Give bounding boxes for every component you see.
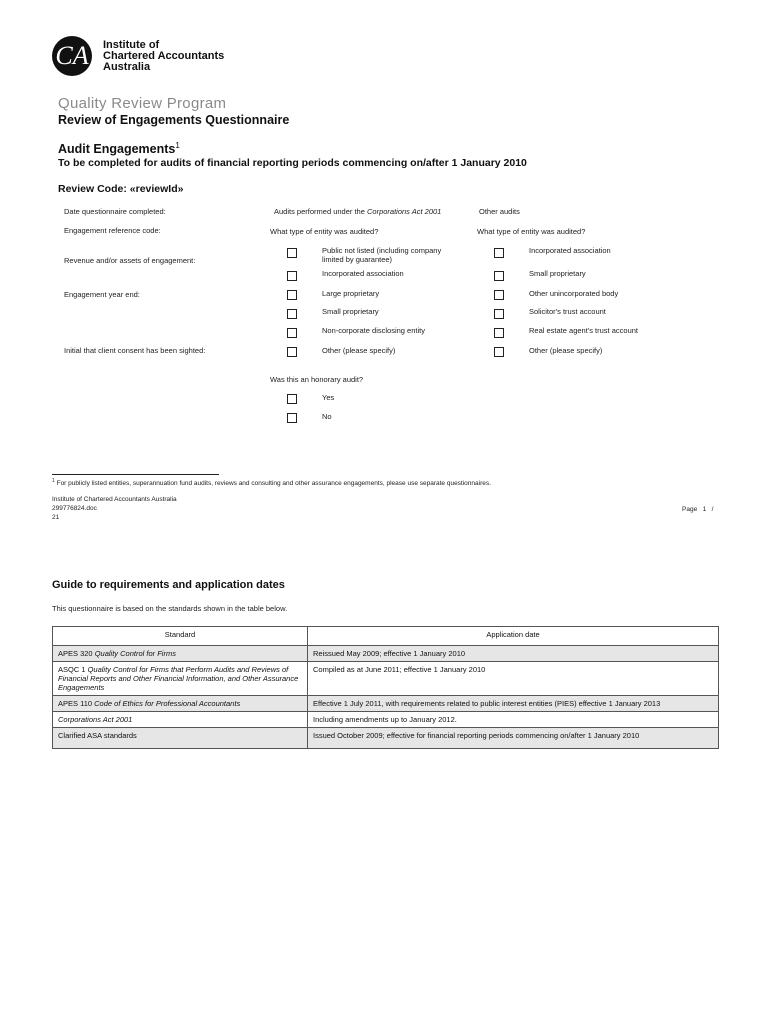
- date-cell: Compiled as at June 2011; effective 1 January 2010: [308, 662, 719, 696]
- other-audits-heading: Other audits: [479, 207, 520, 216]
- corporations-act-heading: [274, 207, 460, 216]
- date-cell: Reissued May 2009; effective 1 January 2010: [308, 646, 719, 662]
- footnote-number: 1: [52, 478, 55, 484]
- option-other-mid: Other (please specify): [322, 346, 396, 355]
- checkbox-large-proprietary[interactable]: [287, 290, 297, 300]
- footnote: [52, 477, 491, 488]
- footer-number: 21: [52, 514, 60, 521]
- table-header-row: [53, 627, 719, 646]
- checkbox-real-estate-trust[interactable]: [494, 328, 504, 338]
- option-honorary-yes: Yes: [322, 393, 335, 402]
- guide-intro: This questionnaire is based on the standards shown in the table below.: [52, 604, 288, 613]
- field-engagement-code: Engagement reference code:: [64, 226, 161, 235]
- field-revenue-assets: Revenue and/or assets of engagement:: [64, 256, 196, 265]
- heading-prefix: Audits performed under the: [274, 207, 367, 216]
- option-incorporated-association-mid: Incorporated association: [322, 269, 404, 278]
- option-small-proprietary-mid: Small proprietary: [322, 307, 379, 316]
- page-separator: /: [711, 506, 714, 513]
- checkbox-other-unincorporated[interactable]: [494, 290, 504, 300]
- date-cell: Including amendments up to January 2012.: [308, 712, 719, 728]
- standard-prefix: Clarified ASA standards: [58, 731, 137, 740]
- mid-question: What type of entity was audited?: [270, 227, 379, 236]
- option-public-not-listed: Public not listed (including company limited by guarantee): [322, 246, 442, 264]
- option-honorary-no: No: [322, 412, 332, 421]
- field-year-end: Engagement year end:: [64, 290, 140, 299]
- option-other-right: Other (please specify): [529, 346, 603, 355]
- right-question: What type of entity was audited?: [477, 227, 586, 236]
- standard-prefix: APES 110: [58, 699, 95, 708]
- checkbox-small-proprietary-right[interactable]: [494, 271, 504, 281]
- table-row: [53, 712, 719, 728]
- date-cell: Issued October 2009; effective for financial reporting periods commencing on/after 1 January 2010: [308, 728, 719, 749]
- section-title-text: Audit Engagements: [58, 142, 176, 157]
- footnote-separator: [52, 474, 219, 475]
- checkbox-small-proprietary-mid[interactable]: [287, 309, 297, 319]
- field-client-consent: Initial that client consent has been sighted:: [64, 346, 206, 355]
- heading-italic: Corporations Act 2001: [366, 207, 442, 216]
- footer-org: Institute of Chartered Accountants Australia: [52, 496, 177, 503]
- standard-cell: [53, 662, 308, 696]
- table-row: [53, 696, 719, 712]
- program-title: Quality Review Program: [58, 95, 227, 112]
- table-row: [53, 646, 719, 662]
- standard-cell: [53, 646, 308, 662]
- header-application-date: Application date: [308, 627, 719, 646]
- date-cell: Effective 1 July 2011, with requirements related to public interest entities (PIES) effective 1 January 2013: [308, 696, 719, 712]
- page-label: Page: [682, 506, 698, 513]
- section-subtitle: To be completed for audits of financial reporting periods commencing on/after 1 January 2010: [58, 157, 527, 169]
- logo-line-2: Chartered Accountants: [103, 50, 225, 62]
- checkbox-other-right[interactable]: [494, 347, 504, 357]
- footnote-text: For publicly listed entities, superannuation fund audits, reviews and consulting and other assurance engagements, please use separate questionnaires.: [56, 480, 491, 488]
- checkbox-non-corporate[interactable]: [287, 328, 297, 338]
- option-non-corporate: Non-corporate disclosing entity: [322, 326, 425, 335]
- checkbox-incorporated-association-right[interactable]: [494, 248, 504, 258]
- standard-italic: Quality Control for Firms that Perform Audits and Reviews of Financial Reports and Other Financial Information, and Other Assurance Engagements: [58, 665, 299, 692]
- option-incorporated-association-right: Incorporated association: [529, 246, 611, 255]
- standard-italic: Code of Ethics for Professional Accountants: [94, 699, 241, 708]
- section-title: [58, 141, 180, 156]
- option-large-proprietary: Large proprietary: [322, 289, 380, 298]
- standard-prefix: ASQC 1: [58, 665, 88, 674]
- document-title: Review of Engagements Questionnaire: [58, 113, 290, 127]
- honorary-question: Was this an honorary audit?: [270, 375, 364, 384]
- header-standard: Standard: [53, 627, 308, 646]
- field-date-completed: Date questionnaire completed:: [64, 207, 166, 216]
- option-small-proprietary-right: Small proprietary: [529, 269, 586, 278]
- checkbox-public-not-listed[interactable]: [287, 248, 297, 258]
- standard-italic: Quality Control for Firms: [94, 649, 176, 658]
- checkbox-incorporated-association-mid[interactable]: [287, 271, 297, 281]
- guide-title: Guide to requirements and application dates: [52, 579, 285, 591]
- page-number: 1: [702, 506, 707, 513]
- standard-cell: [53, 696, 308, 712]
- checkbox-honorary-no[interactable]: [287, 413, 297, 423]
- logo-line-3: Australia: [103, 61, 151, 73]
- table-row: [53, 662, 719, 696]
- standard-cell: [53, 712, 308, 728]
- review-code: Review Code: «reviewId»: [58, 183, 184, 195]
- option-real-estate-trust: Real estate agent's trust account: [529, 326, 638, 335]
- page-indicator: [682, 506, 713, 514]
- checkbox-other-mid[interactable]: [287, 347, 297, 357]
- institute-logo: [52, 36, 92, 76]
- logo-line-1: Institute of: [103, 39, 160, 51]
- standard-prefix: APES 320: [58, 649, 95, 658]
- logo-text: [103, 40, 224, 73]
- option-other-unincorporated: Other unincorporated body: [529, 289, 619, 298]
- footnote-ref: 1: [175, 141, 180, 150]
- standards-table: [52, 626, 719, 749]
- standard-cell: [53, 728, 308, 749]
- logo-monogram: CA: [55, 41, 89, 70]
- footer-doc: 299776824.doc: [52, 505, 97, 512]
- option-solicitors-trust: Solicitor's trust account: [529, 307, 606, 316]
- checkbox-solicitors-trust[interactable]: [494, 309, 504, 319]
- checkbox-honorary-yes[interactable]: [287, 394, 297, 404]
- table-row: [53, 728, 719, 749]
- standard-italic: Corporations Act 2001: [58, 715, 133, 724]
